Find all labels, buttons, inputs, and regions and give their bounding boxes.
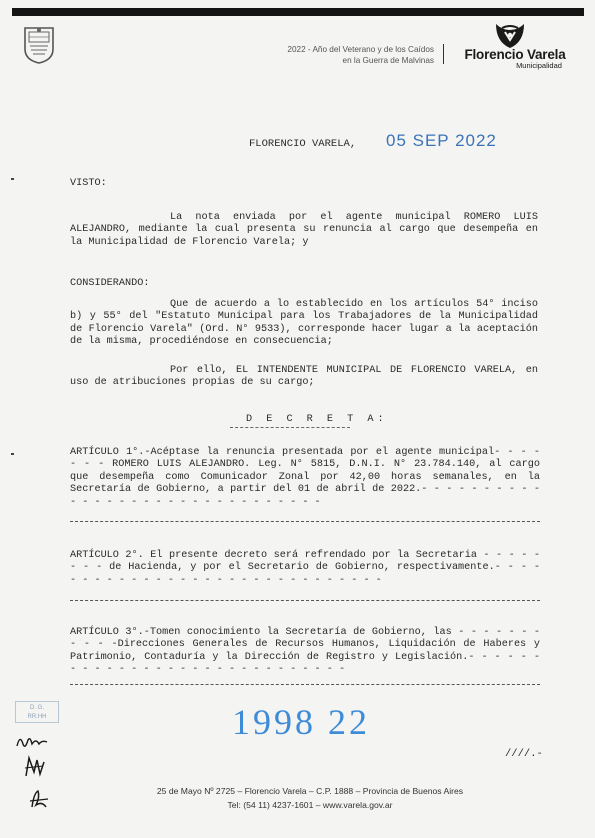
- header-divider: [443, 44, 444, 64]
- considerando-text: Que de acuerdo a lo establecido en los artículos 54° inciso b) y 55° del "Estatuto Municipal para los Trabajadores de la Municipalidad de Florencio Varela" (Ord. N° 9533), corresponde hacer lugar a la aceptación de la misma, procediéndose en consecuencia;: [70, 299, 538, 348]
- footer-address: 25 de Mayo Nº 2725 – Florencio Varela – C.P. 1888 – Provincia de Buenos Aires: [156, 786, 464, 796]
- dash-filler-line: [70, 521, 540, 522]
- visto-heading: VISTO:: [70, 178, 107, 189]
- decree-number: 1998 22: [232, 702, 370, 742]
- initial-signature: [14, 732, 50, 752]
- motto-line-2: en la Guerra de Malvinas: [342, 56, 434, 65]
- brand-subtitle: Municipalidad: [516, 61, 562, 70]
- decreta-heading: D E C R E T A:: [246, 414, 388, 425]
- top-black-bar: [12, 8, 584, 16]
- initial-signature: [26, 787, 52, 813]
- margin-mark: [11, 178, 14, 180]
- initial-signature: [22, 754, 48, 780]
- footer-contact: Tel: (54 11) 4237-1601 – www.varela.gov.ar: [227, 800, 393, 810]
- por-ello-paragraph: [70, 365, 538, 390]
- article-3: ARTÍCULO 3°.-Tomen conocimiento la Secretaría de Gobierno, las - - - - - - - - - - -Direcciones Generales de Recursos Humanos, Liquidación de Haberes y Patrimonio, Contaduría y la Dirección de Registro y Legislación.- - - - - - - - - - - - - - - - - - - - - - - - - - - - -: [70, 627, 540, 676]
- considerando-heading: CONSIDERANDO:: [70, 278, 150, 289]
- article-1: ARTÍCULO 1°.-Acéptase la renuncia presentada por el agente municipal- - - - - - - ROMERO LUIS ALEJANDRO. Leg. N° 5815, D.N.I. N° 23.784.140, al cargo que desempeña como Comunicador Zonal por 42,00 horas semanales, en la Secretaría de Gobierno, a partir del 01 de abril de 2022.- - - - - - - - - - - - - - - - - - - - - - - - - - - - - - -: [70, 447, 540, 508]
- continuation-mark: ////.-: [505, 748, 543, 760]
- place-label: FLORENCIO VARELA,: [249, 138, 357, 150]
- decreta-underline: [230, 427, 350, 428]
- margin-mark: [11, 453, 14, 455]
- stamp-line-2: RR.HH: [27, 714, 47, 720]
- florencio-varela-logo-icon: [492, 20, 528, 50]
- date-stamp: 05 SEP 2022: [386, 131, 497, 150]
- brand-name: Florencio Varela: [464, 47, 566, 62]
- motto-line-1: 2022 - Año del Veterano y de los Caídos: [287, 45, 434, 54]
- visto-paragraph: [70, 212, 538, 249]
- hr-stamp: [15, 701, 59, 723]
- stamp-line-1: D. G.: [29, 705, 44, 711]
- dash-filler-line: [70, 600, 540, 601]
- article-2: ARTÍCULO 2°. El presente decreto será refrendado por la Secretaria - - - - - - - - de Hacienda, y por el Secretario de Gobierno, respectivamente.- - - - - - - - - - - - - - - - - - - - - - - - - - - - - -: [70, 550, 540, 586]
- year-motto: [240, 44, 434, 66]
- municipal-seal-icon: [22, 25, 56, 65]
- visto-text: La nota enviada por el agente municipal ROMERO LUIS ALEJANDRO, mediante la cual presenta su renuncia al cargo que desempeña en la Municipalidad de Florencio Varela; y: [70, 212, 538, 248]
- por-ello-text: Por ello, EL INTENDENTE MUNICIPAL DE FLORENCIO VARELA, en uso de atribuciones propias de su cargo;: [70, 365, 538, 389]
- brand-block: [450, 47, 580, 70]
- page-footer: [100, 784, 520, 812]
- dash-filler-line: [70, 684, 540, 685]
- considerando-paragraph: [70, 299, 538, 349]
